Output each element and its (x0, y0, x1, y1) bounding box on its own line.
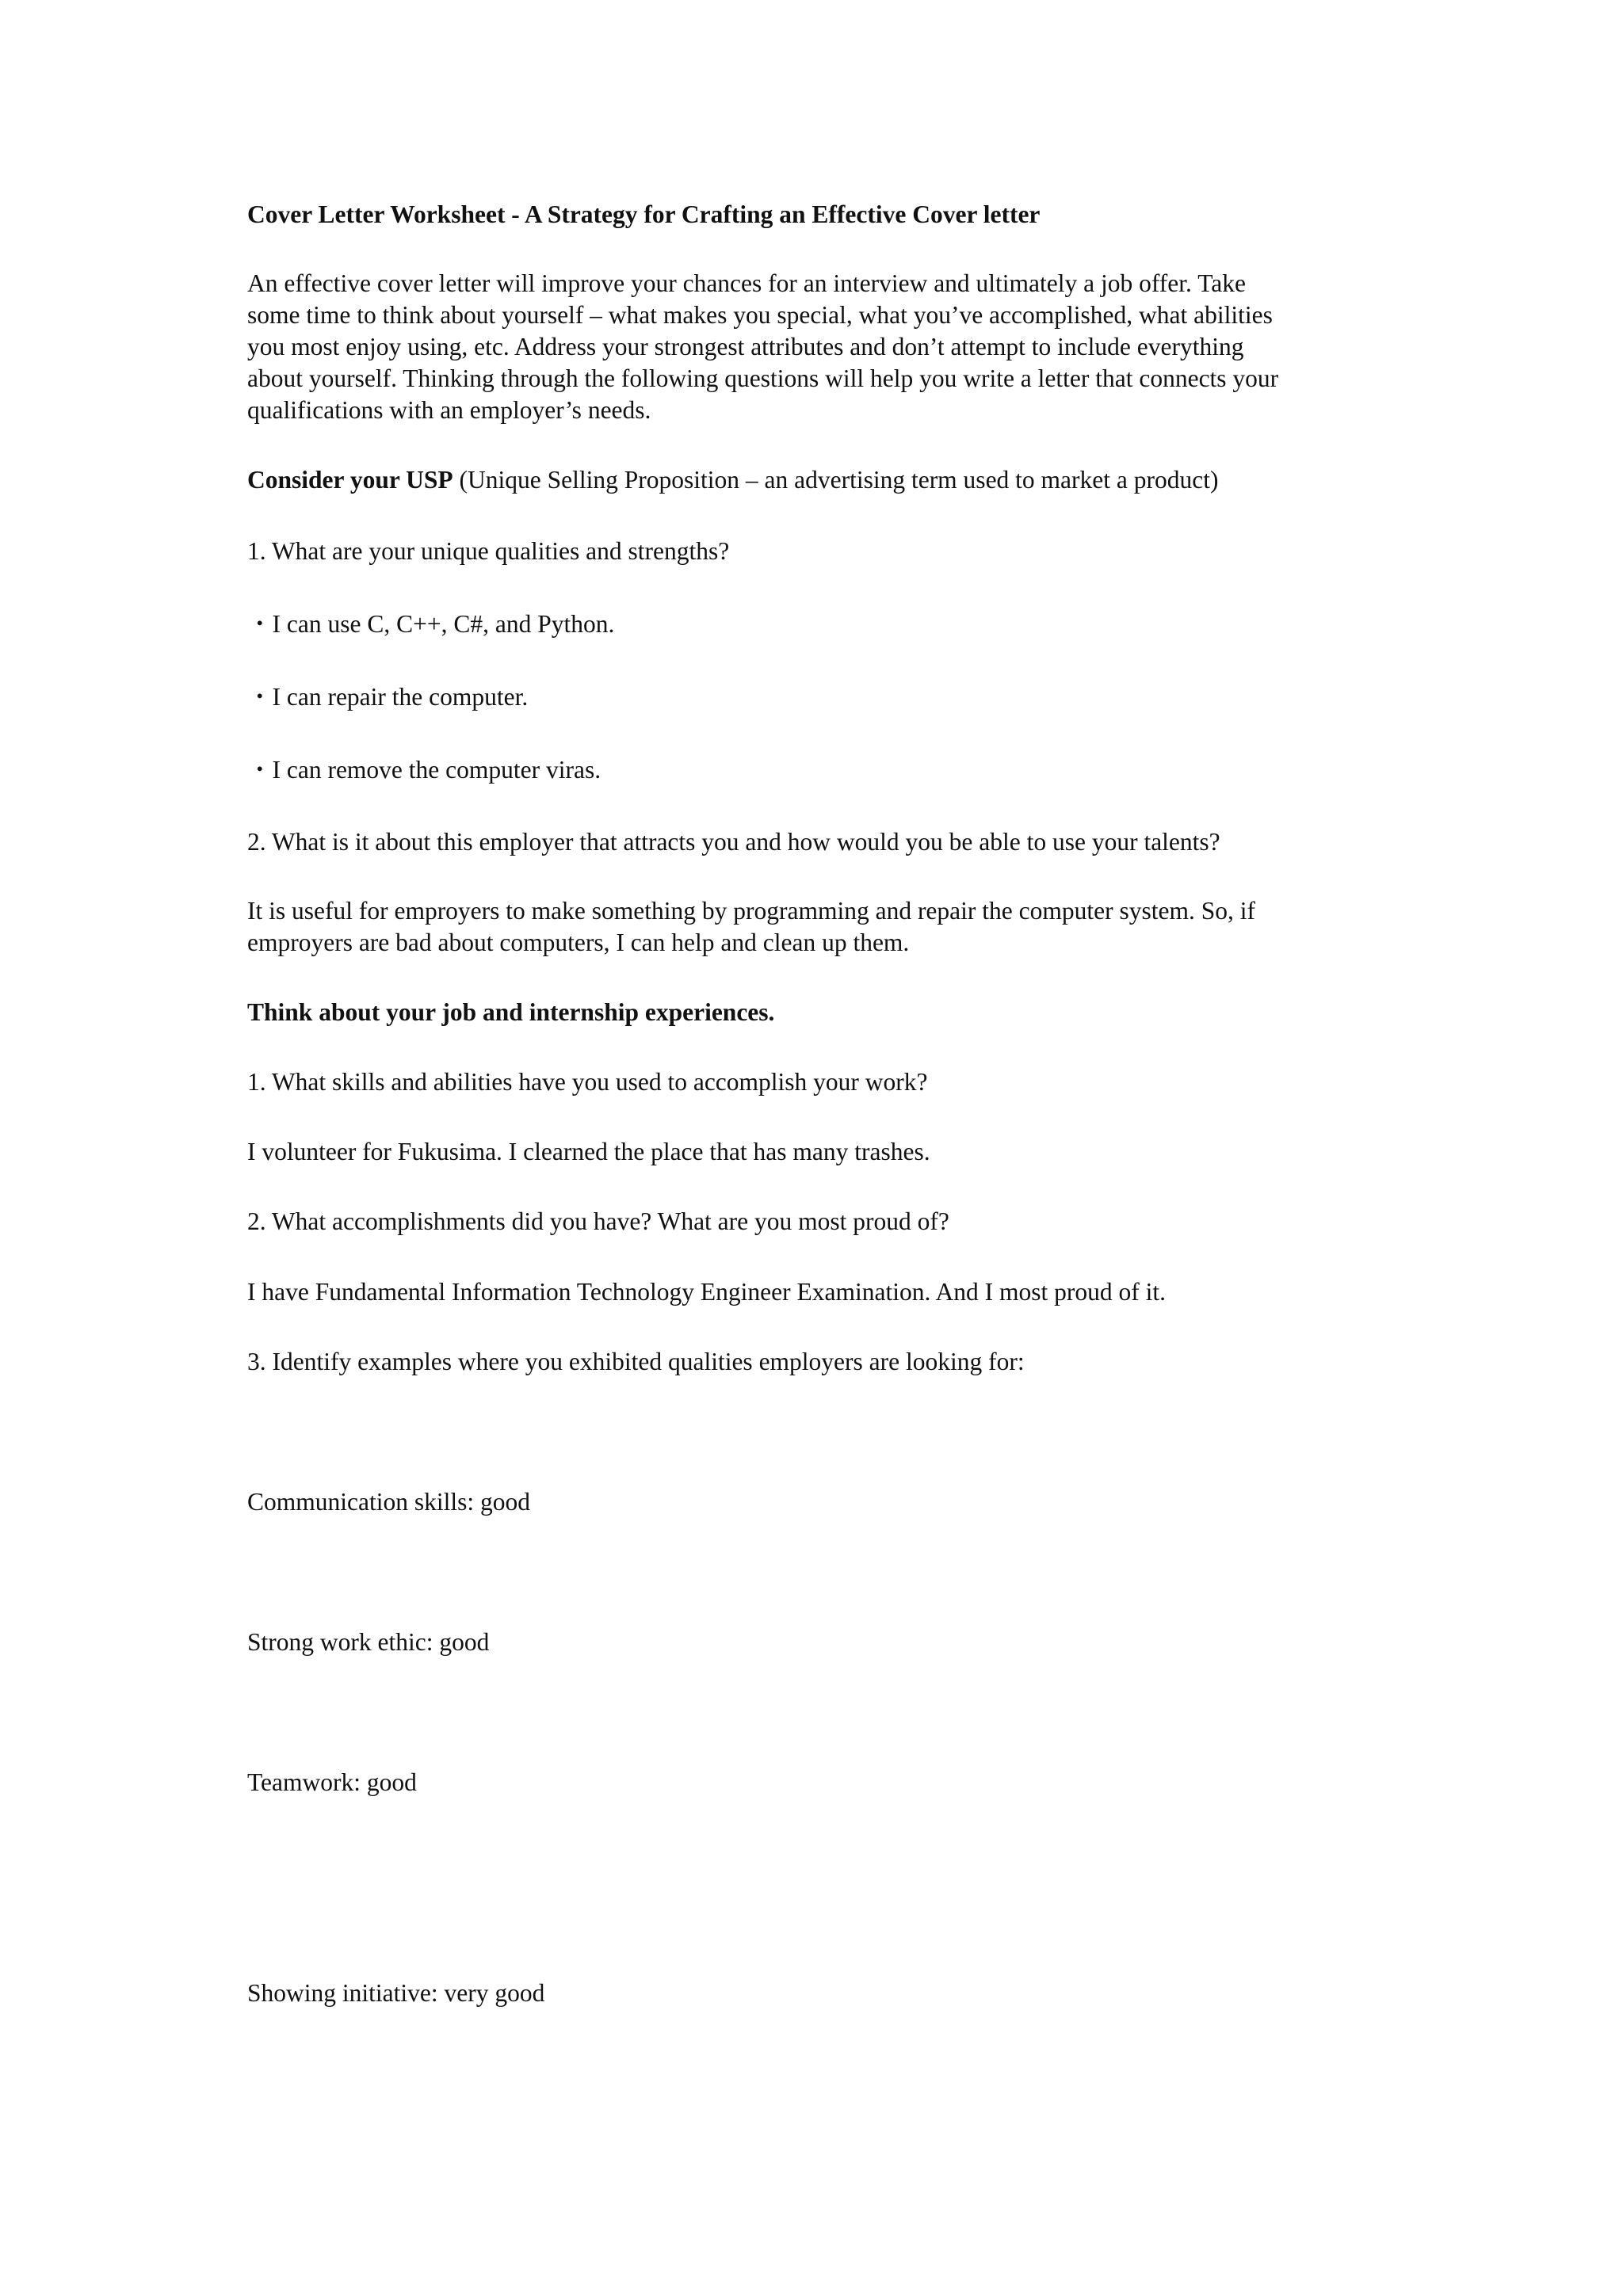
strength-bullet: ・I can repair the computer. (247, 683, 529, 711)
experience-question-1: 1. What skills and abilities have you used to accomplish your work? (247, 1068, 928, 1096)
experience-question-3: 3. Identify examples where you exhibited qualities employers are looking for: (247, 1348, 1025, 1375)
quality-teamwork: Teamwork: good (247, 1768, 417, 1796)
intro-line: An effective cover letter will improve your chances for an interview and ultimately a job offer. Take (247, 269, 1246, 297)
strength-bullet: ・I can remove the computer viras. (247, 756, 601, 784)
strength-bullet: ・I can use C, C++, C#, and Python. (247, 610, 615, 638)
usp-question-2: 2. What is it about this employer that attracts you and how would you be able to use your talents? (247, 828, 1220, 856)
experience-heading: Think about your job and internship experiences. (247, 998, 775, 1026)
document-title: Cover Letter Worksheet - A Strategy for Crafting an Effective Cover letter (247, 200, 1041, 228)
experience-answer-2: I have Fundamental Information Technology Engineer Examination. And I most proud of it. (247, 1278, 1166, 1306)
intro-line: about yourself. Thinking through the following questions will help you write a letter that connects your (247, 364, 1279, 392)
usp-question-1: 1. What are your unique qualities and strengths? (247, 537, 730, 565)
usp-heading: Consider your USP (247, 466, 453, 494)
experience-answer-1: I volunteer for Fukusima. I clearned the place that has many trashes. (247, 1138, 930, 1165)
experience-question-2: 2. What accomplishments did you have? What are you most proud of? (247, 1207, 949, 1235)
quality-initiative: Showing initiative: very good (247, 1979, 545, 2007)
intro-line: some time to think about yourself – what makes you special, what you’ve accomplished, what abilities (247, 301, 1273, 329)
intro-line: you most enjoy using, etc. Address your strongest attributes and don’t attempt to include everything (247, 333, 1244, 360)
answer-line: It is useful for emproyers to make something by programming and repair the computer system. So, if (247, 897, 1255, 925)
quality-communication: Communication skills: good (247, 1488, 531, 1516)
intro-line: qualifications with an employer’s needs. (247, 396, 651, 424)
usp-answer-2 (247, 895, 1388, 959)
quality-work-ethic: Strong work ethic: good (247, 1628, 490, 1656)
answer-line: emproyers are bad about computers, I can help and clean up them. (247, 929, 910, 956)
usp-note: (Unique Selling Proposition – an advertising term used to market a product) (453, 466, 1219, 494)
usp-heading-line (247, 464, 1388, 496)
intro-paragraph (247, 268, 1388, 426)
